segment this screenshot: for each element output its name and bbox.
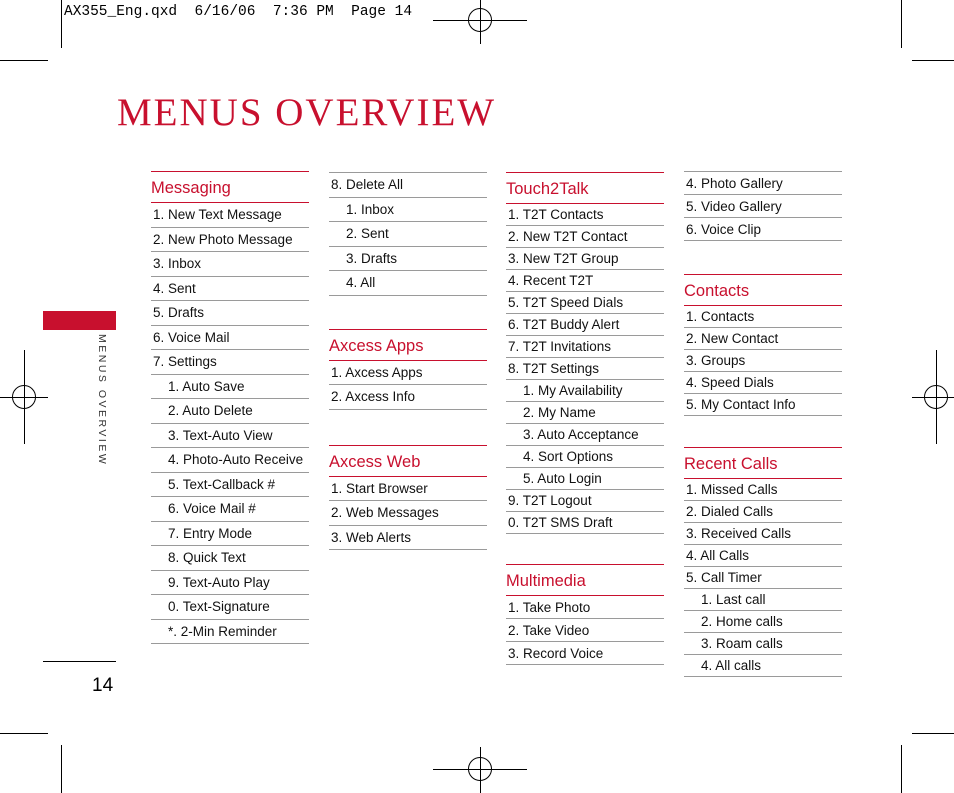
- section-touch2talk: [506, 172, 664, 534]
- menu-subitem: 3. Drafts: [329, 247, 487, 272]
- registration-circle: [468, 757, 492, 781]
- menu-subitem: 0. Text-Signature: [151, 595, 309, 620]
- registration-circle: [924, 385, 948, 409]
- menu-item: 1. T2T Contacts: [506, 204, 664, 226]
- side-section-label: MENUS OVERVIEW: [96, 334, 108, 467]
- section-recent-calls: [684, 447, 842, 677]
- menu-item: 3. Received Calls: [684, 523, 842, 545]
- section-multimedia: [506, 564, 664, 665]
- crop-mark: [0, 60, 48, 61]
- menu-item: 2. Dialed Calls: [684, 501, 842, 523]
- menu-subitem: 5. Text-Callback #: [151, 473, 309, 498]
- menu-item: 2. Axcess Info: [329, 385, 487, 410]
- menu-item: 2. Web Messages: [329, 501, 487, 526]
- menu-item: 4. Photo Gallery: [684, 171, 842, 195]
- print-header: AX355_Eng.qxd 6/16/06 7:36 PM Page 14: [64, 4, 413, 20]
- menu-item: 4. Recent T2T: [506, 270, 664, 292]
- section-title: Recent Calls: [684, 447, 842, 479]
- column-2: [329, 172, 487, 550]
- menu-item: 2. Take Video: [506, 619, 664, 642]
- menu-item: 5. My Contact Info: [684, 394, 842, 416]
- menu-item: 3. Groups: [684, 350, 842, 372]
- menu-item: 8. Delete All: [329, 172, 487, 198]
- menu-subitem: 2. Sent: [329, 222, 487, 247]
- section-multimedia-continued: [684, 171, 842, 241]
- column-3: [506, 172, 664, 665]
- menu-item: 5. T2T Speed Dials: [506, 292, 664, 314]
- section-title: Messaging: [151, 171, 309, 203]
- section-messaging-continued: [329, 172, 487, 296]
- section-messaging: [151, 171, 309, 644]
- footer-rule: [43, 661, 116, 662]
- column-4: [684, 171, 842, 677]
- menu-subitem: 4. All: [329, 271, 487, 296]
- menu-subitem: 6. Voice Mail #: [151, 497, 309, 522]
- menu-item: 6. Voice Clip: [684, 218, 842, 241]
- menu-item: 5. Drafts: [151, 301, 309, 326]
- menu-subitem: 1. Auto Save: [151, 375, 309, 400]
- menu-subitem: 3. Text-Auto View: [151, 424, 309, 449]
- menu-item: 1. New Text Message: [151, 203, 309, 228]
- menu-item: 8. T2T Settings: [506, 358, 664, 380]
- crop-mark: [912, 733, 954, 734]
- section-title: Multimedia: [506, 564, 664, 596]
- menu-subitem: 1. My Availability: [506, 380, 664, 402]
- crop-mark: [901, 745, 902, 793]
- menu-item: 2. New T2T Contact: [506, 226, 664, 248]
- section-title: Axcess Web: [329, 445, 487, 477]
- menu-subitem: 3. Auto Acceptance: [506, 424, 664, 446]
- section-title: Axcess Apps: [329, 329, 487, 361]
- menu-subitem: 4. Photo-Auto Receive: [151, 448, 309, 473]
- crop-mark: [901, 0, 902, 48]
- menu-subitem: 5. Auto Login: [506, 468, 664, 490]
- page-title: MENUS OVERVIEW: [117, 91, 497, 134]
- menu-item: 3. Web Alerts: [329, 526, 487, 551]
- menu-item: 4. Speed Dials: [684, 372, 842, 394]
- menu-item: 4. All Calls: [684, 545, 842, 567]
- menu-subitem: 7. Entry Mode: [151, 522, 309, 547]
- registration-circle: [468, 8, 492, 32]
- menu-item: 2. New Photo Message: [151, 228, 309, 253]
- menu-item: 1. Axcess Apps: [329, 361, 487, 386]
- menu-subitem: 1. Inbox: [329, 198, 487, 223]
- menu-subitem: 2. My Name: [506, 402, 664, 424]
- menu-item: 1. Contacts: [684, 306, 842, 328]
- menu-subitem: 2. Auto Delete: [151, 399, 309, 424]
- menu-item: 0. T2T SMS Draft: [506, 512, 664, 534]
- section-title: Contacts: [684, 274, 842, 306]
- menu-item: 5. Video Gallery: [684, 195, 842, 218]
- menu-subitem: 2. Home calls: [684, 611, 842, 633]
- menu-subitem: 1. Last call: [684, 589, 842, 611]
- menu-item: 4. Sent: [151, 277, 309, 302]
- menu-item: 3. New T2T Group: [506, 248, 664, 270]
- menu-subitem: 9. Text-Auto Play: [151, 571, 309, 596]
- crop-mark: [61, 745, 62, 793]
- menu-item: 6. T2T Buddy Alert: [506, 314, 664, 336]
- menu-item: 2. New Contact: [684, 328, 842, 350]
- column-1: [151, 171, 309, 644]
- side-tab-bar: [43, 311, 116, 330]
- menu-item: 3. Inbox: [151, 252, 309, 277]
- section-contacts: [684, 274, 842, 416]
- menu-subitem: 4. All calls: [684, 655, 842, 677]
- menu-subitem: 3. Roam calls: [684, 633, 842, 655]
- registration-circle: [12, 385, 36, 409]
- menu-subitem: 4. Sort Options: [506, 446, 664, 468]
- menu-item: 6. Voice Mail: [151, 326, 309, 351]
- menu-subitem: 8. Quick Text: [151, 546, 309, 571]
- menu-subitem: *. 2-Min Reminder: [151, 620, 309, 645]
- section-title: Touch2Talk: [506, 172, 664, 204]
- menu-item: 9. T2T Logout: [506, 490, 664, 512]
- menu-item: 3. Record Voice: [506, 642, 664, 665]
- page-number: 14: [92, 675, 114, 696]
- section-axcess-apps: [329, 329, 487, 410]
- crop-mark: [912, 60, 954, 61]
- section-axcess-web: [329, 445, 487, 551]
- menu-item: 1. Missed Calls: [684, 479, 842, 501]
- crop-mark: [0, 733, 48, 734]
- menu-item: 7. Settings: [151, 350, 309, 375]
- menu-item: 1. Take Photo: [506, 596, 664, 619]
- menu-item: 7. T2T Invitations: [506, 336, 664, 358]
- menu-item: 1. Start Browser: [329, 477, 487, 502]
- crop-mark: [61, 0, 62, 48]
- menu-item: 5. Call Timer: [684, 567, 842, 589]
